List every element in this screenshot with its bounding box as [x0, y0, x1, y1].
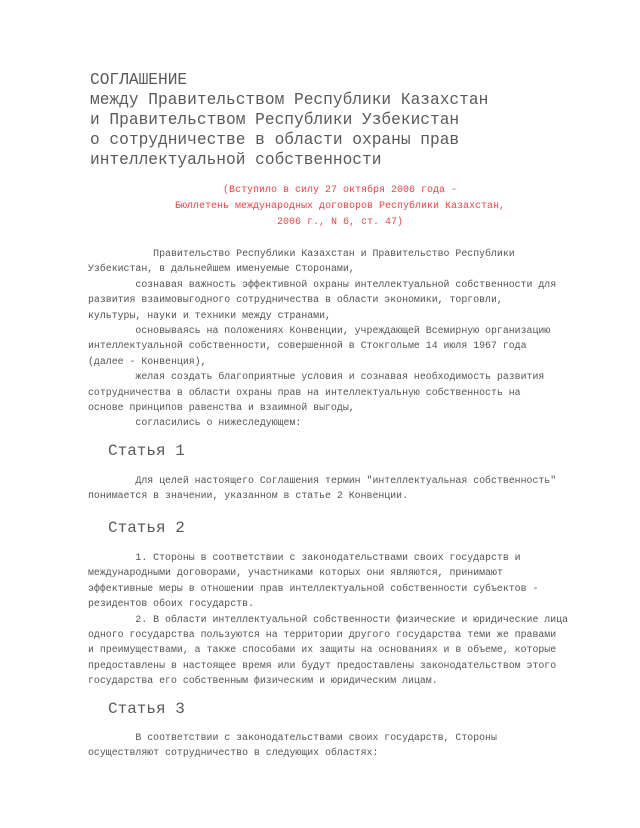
preamble-line: Узбекистан, в дальнейшем именуемые Сторонами,	[88, 263, 355, 275]
preamble-line: (далее - Конвенция),	[88, 355, 207, 367]
preamble-line: основываясь на положениях Конвенции, учреждающей Всемирную организацию	[88, 325, 551, 337]
title-line: и Правительством Республики Узбекистан	[90, 111, 460, 129]
article-3-heading: Статья 3	[108, 700, 185, 718]
article-line: международными договорами, участниками которых они являются, принимают	[88, 567, 503, 579]
article-line: Для целей настоящего Соглашения термин "интеллектуальная собственность"	[88, 475, 557, 486]
article-2-body	[88, 550, 588, 689]
document-title	[90, 70, 488, 170]
article-2-heading: Статья 2	[108, 519, 185, 537]
article-line: предоставлены в настоящее время или будут предоставлены законодательством этого	[88, 659, 557, 671]
article-line: В соответствии с законодательствами своих государств, Стороны	[88, 732, 497, 743]
preamble-line: согласились о нижеследующем:	[88, 417, 302, 429]
preamble-line: интеллектуальной собственности, совершенной в Стокгольме 14 июля 1967 года	[88, 340, 527, 352]
note-line: 2006 г., N 6, ст. 47)	[276, 217, 404, 228]
article-line: эффективные меры в отношении прав интеллектуальной собственности субъектов -	[88, 582, 539, 594]
article-1-heading: Статья 1	[108, 442, 185, 460]
preamble-line: культуры, науки и техники между странами,	[88, 309, 331, 321]
article-1-body	[88, 473, 588, 504]
title-line: СОГЛАШЕНИЕ	[90, 71, 188, 89]
article-line: и преимуществами, а также способами их защиты на основаниях и в объеме, которые	[88, 644, 557, 656]
title-line: между Правительством Республики Казахстан	[90, 91, 489, 109]
note-line: (Вступило в силу 27 октября 2006 года -	[222, 185, 458, 196]
article-line: государства его собственным физическим и юридическим лицам.	[88, 675, 438, 687]
article-line: понимается в значении, указанном в статье 2 Конвенции.	[88, 490, 409, 502]
preamble-line: сотрудничества в области охраны прав на интеллектуальную собственность на	[88, 386, 521, 398]
preamble-line: Правительство Республики Казахстан и Правительство Республики	[88, 248, 515, 259]
article-3-body	[88, 730, 588, 761]
note-line: Бюллетень международных договоров Республики Казахстан,	[174, 201, 506, 212]
title-line: о сотрудничестве в области охраны прав	[90, 131, 460, 149]
title-line: интеллектуальной собственности	[90, 151, 382, 169]
article-line: осуществляют сотрудничество в следующих областях:	[88, 747, 379, 759]
preamble-line: развития взаимовыгодного сотрудничества в области экономики, торговли,	[88, 294, 503, 306]
preamble	[88, 246, 588, 431]
entry-into-force-note	[140, 183, 540, 231]
article-line: одного государства пользуются на территории другого государства теми же правами	[88, 629, 557, 641]
preamble-line: основе принципов равенства и взаимной выгоды,	[88, 402, 355, 414]
preamble-line: сознавая важность эффективной охраны интеллектуальной собственности для	[88, 278, 557, 290]
article-line: 1. Стороны в соответствии с законодательствами своих государств и	[88, 552, 521, 563]
article-line: резидентов обоих государств.	[88, 598, 254, 610]
preamble-line: желая создать благоприятные условия и сознавая необходимость развития	[88, 371, 545, 383]
article-line: 2. В области интеллектуальной собственности физические и юридические лица	[88, 613, 569, 625]
